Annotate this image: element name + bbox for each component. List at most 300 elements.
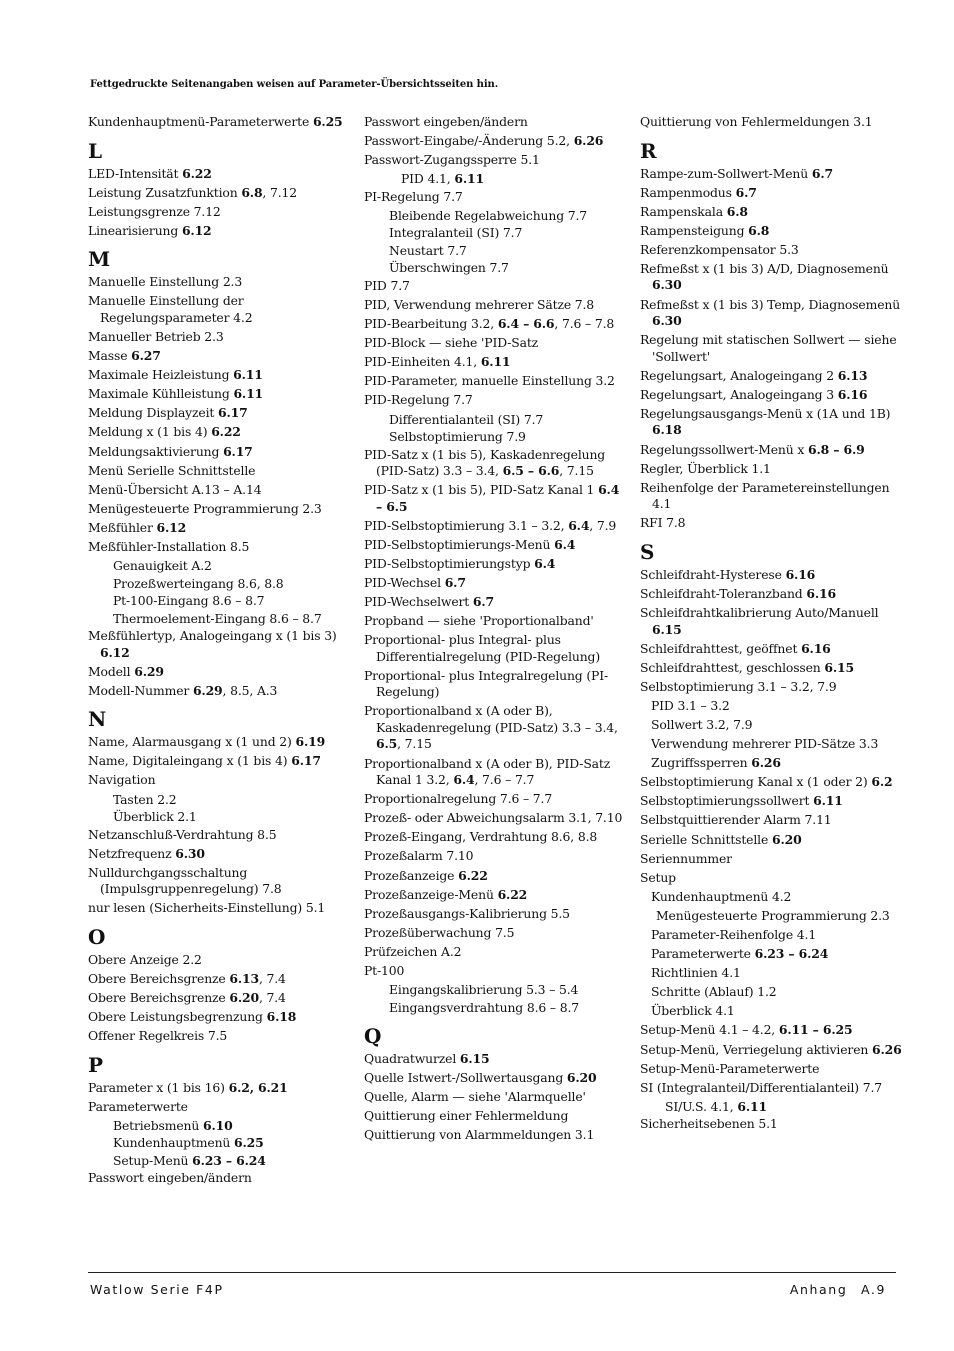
entry-text: Betriebsmenü — [113, 1117, 203, 1133]
entry-text: Leistungsgrenze 7.12 — [88, 203, 221, 219]
index-entry — [640, 586, 902, 603]
index-entry — [88, 846, 350, 863]
overview-page-ref: 6.12 — [100, 644, 130, 660]
entry-text: PID-Wechsel — [364, 575, 445, 590]
page-ref: , 7.6 – 7.7 — [474, 772, 535, 788]
index-subentry — [364, 171, 626, 188]
index-subentry — [640, 698, 902, 715]
index-subentry — [88, 809, 350, 826]
entry-text: Regelungsart, Analogeingang 3 — [640, 386, 838, 402]
overview-page-ref: 6.20 — [566, 1070, 597, 1086]
index-letter-heading: N — [88, 707, 107, 732]
entry-text: Maximale Heizleistung — [88, 367, 234, 383]
index-entry — [364, 963, 626, 980]
index-entry — [88, 501, 350, 518]
overview-page-ref: 6.16 — [806, 585, 836, 601]
index-entry — [88, 539, 350, 556]
entry-text: Prozeßausgangs-Kalibrierung 5.5 — [364, 905, 570, 921]
footer-rule — [88, 1272, 896, 1273]
entry-text: Referenzkompensator 5.3 — [640, 241, 799, 257]
overview-page-ref: 6.5 – 6.6 — [502, 463, 560, 479]
entry-text: Regelungsart, Analogeingang 2 — [640, 367, 838, 383]
index-entry — [88, 1009, 350, 1026]
entry-text: Linearisierung — [88, 222, 182, 238]
index-entry — [88, 348, 350, 365]
entry-text: Überblick 4.1 — [651, 1003, 735, 1019]
index-entry — [88, 753, 350, 770]
index-subentry — [364, 243, 626, 260]
entry-text: Schleifdrahtkalibrierung Auto/Manuell — [640, 605, 879, 620]
entry-text: Prozeßwerteingang 8.6, 8.8 — [113, 575, 284, 591]
index-subentry — [640, 717, 902, 734]
index-entry — [640, 832, 902, 849]
entry-text: Netzanschluß-Verdrahtung 8.5 — [88, 826, 277, 842]
entry-text: Quelle Istwert-/Sollwertausgang — [364, 1070, 567, 1086]
entry-text: Pt-100 — [364, 963, 405, 978]
index-entry — [88, 166, 350, 183]
overview-page-ref: 6.22 — [211, 424, 241, 440]
index-entry — [364, 756, 626, 789]
overview-page-ref: 6.13 — [229, 970, 259, 986]
entry-text: Regelungssollwert-Menü x — [640, 441, 809, 457]
overview-page-ref: 6.23 – 6.24 — [754, 946, 829, 962]
index-entry — [364, 1089, 626, 1106]
index-entry — [640, 605, 902, 638]
index-entry — [364, 482, 626, 515]
index-column-2 — [364, 114, 626, 1147]
entry-text: PID-Einheiten 4.1, — [364, 354, 481, 370]
entry-text: Rampenmodus — [640, 184, 736, 200]
index-entry — [364, 632, 626, 665]
entry-text: PID-Selbstoptimierungs-Menü — [364, 536, 555, 552]
entry-text: PID 3.1 – 3.2 — [651, 697, 730, 713]
entry-text: PID-Regelung 7.7 — [364, 392, 473, 408]
entry-text: Selbstoptimierung 3.1 – 3.2, 7.9 — [640, 678, 837, 694]
index-column-1 — [88, 114, 350, 1190]
overview-page-ref: 6.15 — [824, 659, 854, 675]
entry-text: Schleifdraht-Toleranzband — [640, 585, 807, 601]
overview-page-ref: 6.7 — [472, 594, 495, 610]
index-entry — [640, 297, 902, 330]
overview-page-ref: 6.8 — [748, 222, 770, 238]
entry-text: Parameterwerte — [651, 946, 755, 962]
index-subentry — [640, 927, 902, 944]
entry-text: Menügesteuerte Programmierung 2.3 — [656, 907, 890, 923]
overview-page-ref: 6.2, 6.21 — [228, 1079, 288, 1095]
entry-text: Obere Anzeige 2.2 — [88, 951, 202, 967]
index-entry — [364, 1070, 626, 1087]
index-entry — [88, 971, 350, 988]
entry-text: Quelle, Alarm — siehe 'Alarmquelle' — [364, 1089, 586, 1105]
index-entry — [640, 774, 902, 791]
overview-page-ref: 6.22 — [497, 886, 528, 902]
entry-text: Prozeßanzeige-Menü — [364, 886, 498, 902]
index-entry — [88, 386, 350, 403]
entry-text: Integralanteil (SI) 7.7 — [389, 225, 523, 241]
entry-text: nur lesen (Sicherheits-Einstellung) 5.1 — [88, 900, 326, 916]
index-letter-heading: Q — [364, 1024, 382, 1049]
entry-text: Eingangsverdrahtung 8.6 – 8.7 — [389, 999, 579, 1015]
index-entry — [640, 387, 902, 404]
entry-text: Menü-Übersicht A.13 – A.14 — [88, 481, 262, 497]
entry-text: Obere Bereichsgrenze — [88, 990, 230, 1006]
overview-page-ref: 6.25 — [312, 114, 343, 129]
entry-text: PID-Parameter, manuelle Einstellung 3.2 — [364, 373, 615, 389]
index-subentry — [640, 1003, 902, 1020]
entry-text: Proportional- plus Integralregelung (PI-Regelung) — [364, 667, 609, 700]
entry-text: Selbstoptimierung Kanal x (1 oder 2) — [640, 774, 872, 790]
index-column-3 — [640, 114, 902, 1135]
index-entry — [640, 812, 902, 829]
entry-text: Meldung Displayzeit — [88, 405, 219, 421]
index-entry — [88, 664, 350, 681]
entry-text: Passwort-Eingabe/-Änderung 5.2, — [364, 133, 574, 149]
index-entry — [640, 480, 902, 513]
overview-page-ref: 6.4 — [534, 555, 556, 571]
entry-text: PID 7.7 — [364, 277, 410, 293]
overview-page-ref: 6.20 — [771, 831, 802, 847]
index-letter-heading: P — [88, 1052, 104, 1077]
entry-text: Passwort eingeben/ändern — [364, 114, 528, 129]
entry-text: Obere Bereichsgrenze — [88, 970, 230, 986]
index-letter-heading: M — [88, 247, 111, 272]
overview-page-ref: 6.30 — [175, 845, 205, 861]
index-entry — [88, 1099, 350, 1116]
index-entry — [364, 556, 626, 573]
index-subentry — [640, 946, 902, 963]
entry-text: Regler, Überblick 1.1 — [640, 460, 771, 476]
page-ref: , 7.12 — [262, 184, 297, 200]
entry-text: Pt-100-Eingang 8.6 – 8.7 — [113, 593, 265, 609]
index-entry — [88, 274, 350, 291]
index-entry — [364, 613, 626, 630]
entry-text: PI-Regelung 7.7 — [364, 188, 463, 204]
entry-text: Überblick 2.1 — [113, 809, 197, 825]
index-subentry — [640, 908, 902, 925]
page-ref: , 8.5, A.3 — [222, 682, 278, 698]
entry-text: PID, Verwendung mehrerer Sätze 7.8 — [364, 296, 595, 312]
entry-text: LED-Intensität — [88, 165, 183, 181]
overview-page-ref: 6.7 — [444, 575, 466, 590]
index-letter-heading: L — [88, 138, 103, 163]
index-entry — [364, 335, 626, 352]
entry-text: Seriennummer — [640, 850, 732, 866]
entry-text: Name, Alarmausgang x (1 und 2) — [88, 734, 296, 750]
overview-page-ref: 6.17 — [218, 405, 248, 421]
overview-page-ref: 6.15 — [459, 1051, 490, 1067]
entry-text: Setup-Menü — [113, 1152, 193, 1168]
index-subentry — [88, 1153, 350, 1170]
index-subentry — [88, 1135, 350, 1152]
entry-text: PID-Satz x (1 bis 5), PID-Satz Kanal 1 — [364, 482, 599, 498]
entry-text: Obere Leistungsbegrenzung — [88, 1009, 267, 1025]
index-letter-heading: S — [640, 539, 655, 564]
overview-page-ref: 6.22 — [182, 165, 212, 181]
index-entry — [364, 1108, 626, 1125]
index-subentry — [640, 889, 902, 906]
entry-text: Manuelle Einstellung der Regelungsparameter 4.2 — [88, 293, 253, 325]
overview-page-ref: 6.4 — [554, 536, 576, 552]
overview-page-ref: 6.8 — [241, 184, 263, 200]
index-subentry — [640, 965, 902, 982]
overview-page-ref: 6.22 — [458, 867, 488, 883]
entry-text: Kundenhauptmenü — [113, 1135, 235, 1151]
overview-page-ref: 6.26 — [573, 133, 604, 149]
overview-page-ref: 6.27 — [131, 348, 161, 364]
index-entry — [88, 204, 350, 221]
entry-text: Passwort-Zugangssperre 5.1 — [364, 152, 540, 168]
index-entry — [364, 537, 626, 554]
index-entry — [364, 594, 626, 611]
index-entry — [364, 189, 626, 206]
entry-text: SI (Integralanteil/Differentialanteil) 7.7 — [640, 1079, 883, 1095]
entry-text: Menügesteuerte Programmierung 2.3 — [88, 500, 322, 516]
entry-text: Propband — siehe 'Proportionalband' — [364, 613, 594, 629]
overview-page-ref: 6.19 — [295, 734, 326, 750]
entry-text: Setup — [640, 869, 676, 885]
index-entry — [640, 641, 902, 658]
overview-page-ref: 6.13 — [837, 367, 868, 383]
index-entry — [364, 925, 626, 942]
index-entry — [640, 1061, 902, 1078]
index-entry — [364, 297, 626, 314]
index-entry — [88, 1170, 350, 1187]
entry-text: Leistung Zusatzfunktion — [88, 184, 242, 200]
entry-text: Proportional- plus Integral- plus Differentialregelung (PID-Regelung) — [364, 632, 601, 664]
entry-text: Name, Digitaleingang x (1 bis 4) — [88, 753, 292, 769]
overview-page-ref: 6.8 – 6.9 — [808, 441, 865, 457]
entry-text: PID-Selbstoptimierungstyp — [364, 555, 535, 571]
entry-text: Navigation — [88, 772, 156, 788]
entry-text: Schleifdrahttest, geöffnet — [640, 640, 802, 656]
entry-text: Meßfühlertyp, Analogeingang x (1 bis 3) — [88, 628, 337, 644]
overview-page-ref: 6.23 – 6.24 — [192, 1152, 266, 1168]
index-entry — [364, 703, 626, 753]
entry-text: Refmeßst x (1 bis 3) A/D, Diagnosemenü — [640, 260, 889, 276]
entry-text: Eingangskalibrierung 5.3 – 5.4 — [389, 982, 579, 998]
entry-text: Schleifdraht-Hysterese — [640, 566, 786, 582]
entry-text: Meldungsaktivierung — [88, 443, 224, 459]
entry-text: Regelung mit statischen Sollwert — siehe 'Sollwert' — [640, 332, 897, 364]
index-subentry — [364, 208, 626, 225]
index-entry — [88, 734, 350, 751]
overview-page-ref: 6.30 — [652, 277, 682, 293]
index-entry — [364, 848, 626, 865]
index-entry — [364, 278, 626, 295]
page-ref: , 7.4 — [258, 990, 286, 1006]
entry-text: Selbstquittierender Alarm 7.11 — [640, 812, 832, 828]
overview-page-ref: 6.11 — [233, 386, 264, 402]
index-subentry — [364, 1000, 626, 1017]
index-entry — [364, 887, 626, 904]
entry-text: Setup-Menü, Verriegelung aktivieren — [640, 1041, 873, 1057]
overview-page-ref: 6.26 — [751, 755, 781, 771]
index-entry — [640, 679, 902, 696]
overview-page-ref: 6.11 – 6.25 — [778, 1022, 853, 1038]
overview-page-ref: 6.12 — [181, 222, 212, 238]
index-entry — [88, 482, 350, 499]
bold-page-reference-note: Fettgedruckte Seitenangaben weisen auf Parameter-Übersichtsseiten hin. — [90, 79, 499, 90]
index-entry — [88, 114, 350, 131]
entry-text: Meßfühler — [88, 519, 157, 535]
overview-page-ref: 6.16 — [785, 566, 816, 582]
entry-text: PID-Block — siehe 'PID-Satz — [364, 335, 539, 351]
entry-text: Regelungsausgangs-Menü x (1A und 1B) — [640, 405, 891, 421]
index-entry — [640, 406, 902, 439]
entry-text: Neustart 7.7 — [389, 242, 467, 258]
overview-page-ref: 6.11 — [813, 793, 843, 809]
index-entry — [640, 166, 902, 183]
index-entry — [640, 1080, 902, 1097]
entry-text: Schritte (Ablauf) 1.2 — [651, 984, 777, 1000]
entry-text: Quittierung von Fehlermeldungen 3.1 — [640, 114, 873, 129]
entry-text: Differentialanteil (SI) 7.7 — [389, 411, 544, 427]
entry-text: Quadratwurzel — [364, 1051, 460, 1067]
entry-text: Selbstoptimierung 7.9 — [389, 429, 526, 445]
overview-page-ref: 6.18 — [266, 1009, 297, 1025]
index-subentry — [364, 429, 626, 446]
index-entry — [88, 463, 350, 480]
index-subentry — [88, 558, 350, 575]
index-entry — [88, 827, 350, 844]
entry-text: Prozeßüberwachung 7.5 — [364, 924, 515, 940]
index-entry — [88, 367, 350, 384]
entry-text: Offener Regelkreis 7.5 — [88, 1028, 228, 1044]
overview-page-ref: 6.5 — [376, 736, 398, 752]
overview-page-ref: 6.4 — [568, 517, 590, 533]
index-entry — [364, 575, 626, 592]
index-entry — [88, 293, 350, 326]
overview-page-ref: 6.11 — [233, 367, 263, 383]
overview-page-ref: 6.15 — [652, 621, 682, 637]
overview-page-ref: 6.7 — [735, 184, 757, 200]
index-entry — [640, 261, 902, 294]
index-entry — [88, 952, 350, 969]
entry-text: Schleifdrahttest, geschlossen — [640, 659, 825, 675]
overview-page-ref: 6.11 — [480, 354, 511, 370]
entry-text: Sicherheitsebenen 5.1 — [640, 1116, 778, 1132]
index-entry — [364, 447, 626, 480]
entry-text: Netzfrequenz — [88, 845, 176, 861]
index-entry — [640, 332, 902, 365]
entry-text: Prozeßalarm 7.10 — [364, 848, 474, 864]
index-entry — [364, 791, 626, 808]
index-entry — [88, 424, 350, 441]
index-entry — [364, 133, 626, 150]
entry-text: PID-Selbstoptimierung 3.1 – 3.2, — [364, 517, 569, 533]
index-entry — [640, 1042, 902, 1059]
index-subentry — [640, 984, 902, 1001]
overview-page-ref: 6.17 — [223, 443, 253, 459]
index-entry — [640, 223, 902, 240]
overview-page-ref: 6.11 — [737, 1098, 767, 1114]
overview-page-ref: 6.7 — [811, 165, 833, 181]
entry-text: Kundenhauptmenü 4.2 — [651, 888, 792, 904]
entry-text: Richtlinien 4.1 — [651, 965, 741, 981]
entry-text: Quittierung von Alarmmeldungen 3.1 — [364, 1127, 595, 1143]
overview-page-ref: 6.17 — [291, 753, 321, 769]
entry-text: Meßfühler-Installation 8.5 — [88, 539, 250, 554]
overview-page-ref: 6.30 — [652, 313, 682, 329]
entry-text: Thermoelement-Eingang 8.6 – 8.7 — [113, 610, 322, 626]
index-entry — [364, 944, 626, 961]
index-entry — [640, 793, 902, 810]
overview-page-ref: 6.18 — [652, 422, 682, 438]
entry-text: Rampe-zum-Sollwert-Menü — [640, 165, 812, 181]
entry-text: RFI 7.8 — [640, 515, 686, 531]
entry-text: Serielle Schnittstelle — [640, 831, 772, 847]
overview-page-ref: 6.10 — [202, 1117, 233, 1133]
entry-text: PID-Satz x (1 bis 5), Kaskadenregelung (PID-Satz) 3.3 – 3.4, — [364, 446, 606, 479]
entry-text: Quittierung einer Fehlermeldung — [364, 1108, 569, 1124]
index-entry — [88, 865, 350, 898]
overview-page-ref: 6.26 — [872, 1041, 902, 1057]
entry-text: Rampenskala — [640, 203, 727, 219]
entry-text: PID-Wechselwert — [364, 594, 473, 610]
index-entry — [640, 242, 902, 259]
index-letter-heading: O — [88, 924, 106, 949]
entry-text: Kundenhauptmenü-Parameterwerte — [88, 114, 313, 129]
overview-page-ref: 6.8 — [726, 203, 748, 219]
index-entry — [88, 1080, 350, 1097]
index-subentry — [364, 260, 626, 277]
overview-page-ref: 6.4 — [453, 772, 475, 788]
entry-text: Prozeßanzeige — [364, 867, 459, 883]
overview-page-ref: 6.29 — [192, 682, 223, 698]
index-entry — [640, 660, 902, 677]
index-entry — [88, 628, 350, 661]
index-entry — [640, 185, 902, 202]
index-subentry — [88, 576, 350, 593]
index-entry — [640, 870, 902, 887]
overview-page-ref: 6.4 – 6.5 — [376, 482, 620, 514]
index-subentry — [88, 1118, 350, 1135]
entry-text: Modell — [88, 663, 135, 679]
index-entry — [88, 772, 350, 789]
index-subentry — [88, 593, 350, 610]
entry-text: Bleibende Regelabweichung 7.7 — [389, 207, 588, 223]
index-entry — [364, 373, 626, 390]
entry-text: Prozeß-Eingang, Verdrahtung 8.6, 8.8 — [364, 829, 598, 845]
entry-text: Setup-Menü-Parameterwerte — [640, 1060, 820, 1076]
index-entry — [364, 668, 626, 701]
entry-text: Passwort eingeben/ändern — [88, 1170, 252, 1186]
entry-text: Nulldurchgangsschaltung (Impulsgruppenregelung) 7.8 — [88, 864, 282, 897]
entry-text: Proportionalband x (A oder B), Kaskadenregelung (PID-Satz) 3.3 – 3.4, — [364, 703, 618, 735]
overview-page-ref: 6.29 — [134, 663, 164, 679]
entry-text: Sollwert 3.2, 7.9 — [651, 716, 753, 732]
footer-section: Anhang — [789, 1282, 848, 1297]
entry-text: Manuelle Einstellung 2.3 — [88, 274, 243, 290]
index-entry — [88, 520, 350, 537]
entry-text: PID-Bearbeitung 3.2, — [364, 316, 498, 332]
index-subentry — [364, 412, 626, 429]
overview-page-ref: 6.2 — [871, 774, 893, 790]
entry-text: Manueller Betrieb 2.3 — [88, 328, 224, 344]
page-ref: , 7.4 — [258, 970, 286, 986]
overview-page-ref: 6.12 — [156, 519, 187, 535]
entry-text: Verwendung mehrerer PID-Sätze 3.3 — [651, 736, 879, 752]
entry-text: PID 4.1, — [401, 171, 455, 187]
index-entry — [88, 185, 350, 202]
index-entry — [88, 1028, 350, 1045]
index-subentry — [364, 225, 626, 242]
index-subentry — [88, 611, 350, 628]
entry-text: Prüfzeichen A.2 — [364, 943, 462, 959]
entry-text: Proportionalregelung 7.6 – 7.7 — [364, 791, 553, 807]
entry-text: Prozeß- oder Abweichungsalarm 3.1, 7.10 — [364, 810, 623, 826]
index-subentry — [640, 736, 902, 753]
